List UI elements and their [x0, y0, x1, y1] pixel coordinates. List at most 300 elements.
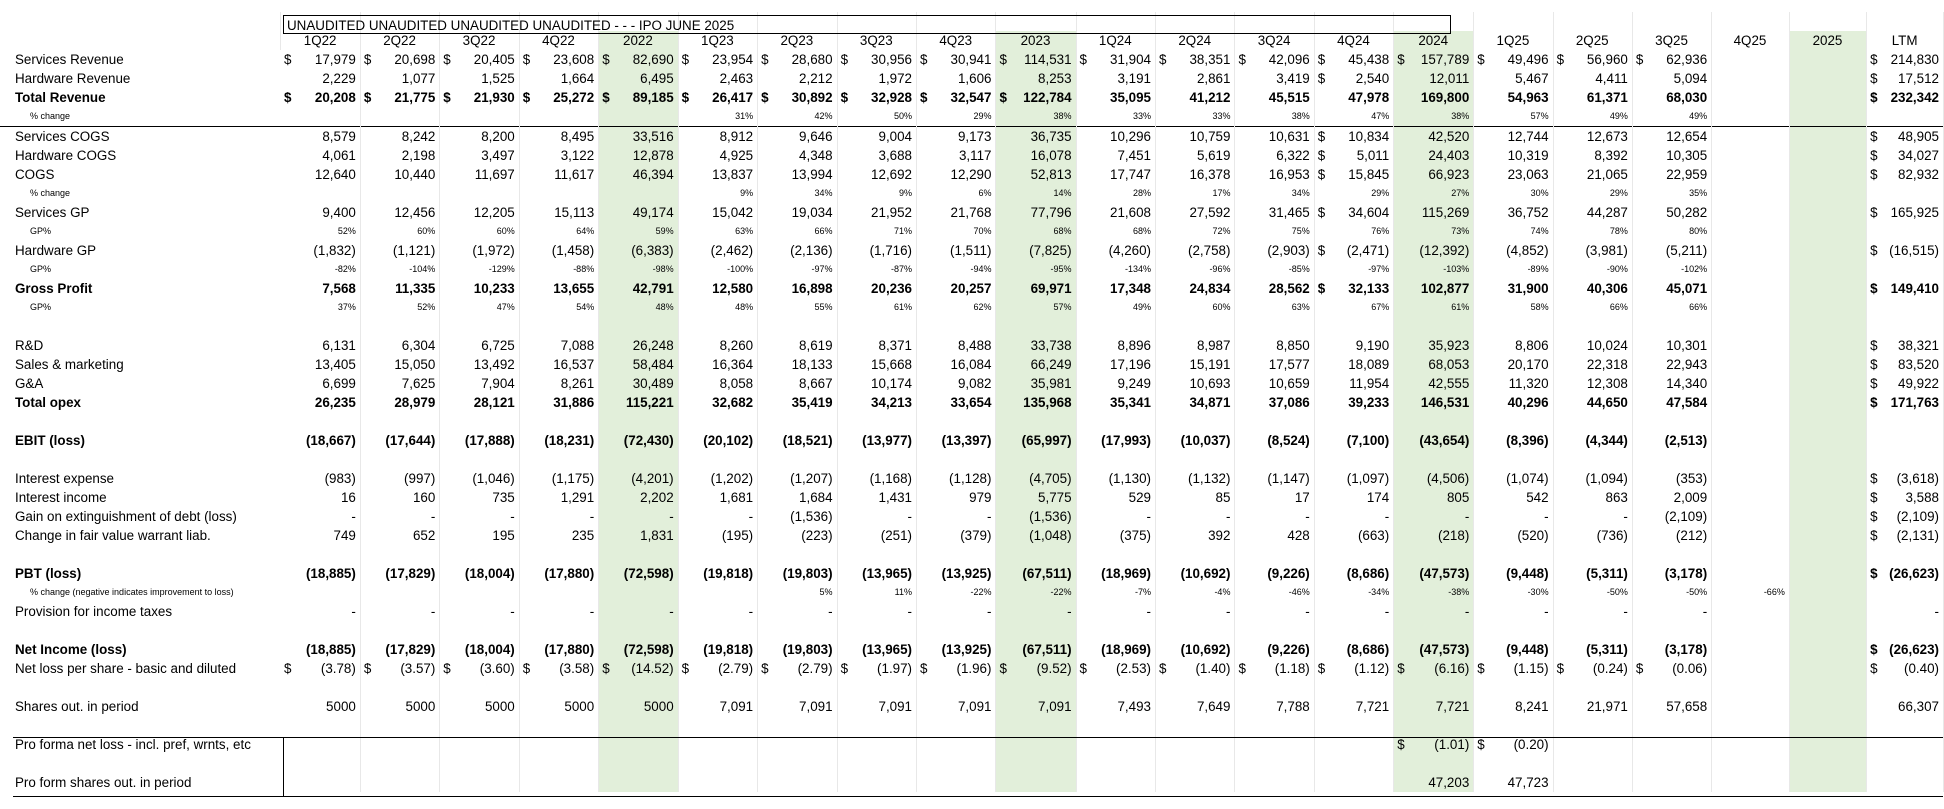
- table-cell[interactable]: [519, 412, 598, 431]
- table-cell[interactable]: 8,261: [519, 374, 598, 393]
- table-cell[interactable]: [599, 621, 678, 640]
- table-cell[interactable]: 7,649: [1156, 697, 1235, 716]
- table-cell[interactable]: 23,063: [1474, 165, 1553, 184]
- table-cell[interactable]: [1867, 317, 1944, 336]
- table-cell[interactable]: [1789, 279, 1866, 298]
- column-header[interactable]: 1Q25: [1474, 31, 1553, 50]
- table-cell[interactable]: $ 5,011: [1314, 146, 1393, 165]
- table-cell[interactable]: (13,977): [837, 431, 916, 450]
- table-cell[interactable]: $ 165,925: [1867, 203, 1944, 222]
- table-cell[interactable]: [440, 716, 519, 735]
- table-cell[interactable]: [837, 450, 916, 469]
- table-cell[interactable]: [1632, 545, 1711, 564]
- table-cell[interactable]: 74%: [1474, 222, 1553, 241]
- table-cell[interactable]: [1076, 621, 1155, 640]
- table-cell[interactable]: $ (3.60): [440, 659, 519, 678]
- column-header[interactable]: 4Q25: [1712, 31, 1790, 50]
- table-cell[interactable]: 8,242: [360, 127, 439, 147]
- table-cell[interactable]: 24,834: [1156, 279, 1235, 298]
- table-cell[interactable]: [440, 678, 519, 697]
- table-cell[interactable]: 49%: [1632, 107, 1711, 127]
- table-cell[interactable]: [678, 716, 757, 735]
- table-cell[interactable]: 33,654: [917, 393, 996, 412]
- table-cell[interactable]: (20,102): [678, 431, 757, 450]
- table-cell[interactable]: [1789, 659, 1866, 678]
- table-cell[interactable]: 17,348: [1076, 279, 1155, 298]
- table-cell[interactable]: 31,900: [1474, 279, 1553, 298]
- table-cell[interactable]: 52%: [281, 222, 360, 241]
- table-cell[interactable]: 17,577: [1235, 355, 1314, 374]
- table-cell[interactable]: 8,579: [281, 127, 360, 147]
- table-cell[interactable]: [360, 545, 439, 564]
- table-cell[interactable]: -88%: [519, 260, 598, 279]
- table-cell[interactable]: 49%: [1553, 107, 1632, 127]
- table-cell[interactable]: 12,673: [1553, 127, 1632, 147]
- row-label[interactable]: Sales & marketing: [15, 357, 124, 372]
- table-cell[interactable]: $ 2,540: [1314, 69, 1393, 88]
- table-cell[interactable]: 52%: [360, 298, 439, 317]
- table-cell[interactable]: 5000: [281, 697, 360, 716]
- table-cell[interactable]: 70%: [917, 222, 996, 241]
- table-cell[interactable]: 8,260: [678, 336, 757, 355]
- table-cell[interactable]: 7,451: [1076, 146, 1155, 165]
- table-cell[interactable]: [1314, 317, 1393, 336]
- table-cell[interactable]: 863: [1553, 488, 1632, 507]
- table-cell[interactable]: 805: [1394, 488, 1474, 507]
- table-cell[interactable]: 9,249: [1076, 374, 1155, 393]
- row-label[interactable]: % change: [30, 111, 71, 121]
- table-cell[interactable]: 7,568: [281, 279, 360, 298]
- table-cell[interactable]: (8,396): [1474, 431, 1553, 450]
- table-cell[interactable]: 2,229: [281, 69, 360, 88]
- table-cell[interactable]: [440, 545, 519, 564]
- table-cell[interactable]: (983): [281, 469, 360, 488]
- table-cell[interactable]: [1235, 621, 1314, 640]
- table-cell[interactable]: [281, 107, 360, 127]
- table-cell[interactable]: 1,606: [917, 69, 996, 88]
- table-cell[interactable]: [1867, 545, 1944, 564]
- table-cell[interactable]: [519, 621, 598, 640]
- table-cell[interactable]: [1712, 564, 1790, 583]
- table-cell[interactable]: [1235, 716, 1314, 735]
- table-cell[interactable]: 115,221: [599, 393, 678, 412]
- table-cell[interactable]: (17,829): [360, 564, 439, 583]
- table-cell[interactable]: [360, 450, 439, 469]
- table-cell[interactable]: 5000: [599, 697, 678, 716]
- table-cell[interactable]: 428: [1235, 526, 1314, 545]
- table-cell[interactable]: [837, 412, 916, 431]
- table-cell[interactable]: -96%: [1156, 260, 1235, 279]
- table-cell[interactable]: (2,758): [1156, 241, 1235, 260]
- table-cell[interactable]: (1,094): [1553, 469, 1632, 488]
- table-cell[interactable]: (3,981): [1553, 241, 1632, 260]
- table-cell[interactable]: [1789, 450, 1866, 469]
- table-cell[interactable]: $ 89,185: [599, 88, 678, 107]
- table-cell[interactable]: -97%: [758, 260, 837, 279]
- table-cell[interactable]: [1789, 640, 1866, 659]
- table-cell[interactable]: [1553, 412, 1632, 431]
- table-cell[interactable]: 3,122: [519, 146, 598, 165]
- table-cell[interactable]: (9,226): [1235, 640, 1314, 659]
- table-cell[interactable]: 31%: [678, 107, 757, 127]
- table-cell[interactable]: -: [1156, 602, 1235, 621]
- table-cell[interactable]: -: [1156, 507, 1235, 526]
- table-cell[interactable]: (2,513): [1632, 431, 1711, 450]
- table-cell[interactable]: $ 42,096: [1235, 50, 1314, 69]
- table-cell[interactable]: (1,046): [440, 469, 519, 488]
- table-cell[interactable]: 12,011: [1394, 69, 1474, 88]
- table-cell[interactable]: 8,850: [1235, 336, 1314, 355]
- table-cell[interactable]: 35,341: [1076, 393, 1155, 412]
- table-cell[interactable]: 1,077: [360, 69, 439, 88]
- table-cell[interactable]: 68,053: [1394, 355, 1474, 374]
- table-cell[interactable]: [1712, 146, 1790, 165]
- table-cell[interactable]: [1712, 393, 1790, 412]
- table-cell[interactable]: [1394, 450, 1474, 469]
- table-cell[interactable]: 8,241: [1474, 697, 1553, 716]
- table-cell[interactable]: (67,511): [996, 640, 1076, 659]
- table-cell[interactable]: $ (1.01): [1394, 735, 1474, 754]
- table-cell[interactable]: [1789, 298, 1866, 317]
- table-cell[interactable]: $ 171,763: [1867, 393, 1944, 412]
- table-cell[interactable]: 24,403: [1394, 146, 1474, 165]
- table-cell[interactable]: 28,979: [360, 393, 439, 412]
- table-cell[interactable]: 4,411: [1553, 69, 1632, 88]
- table-cell[interactable]: [1789, 564, 1866, 583]
- table-cell[interactable]: [360, 412, 439, 431]
- table-cell[interactable]: (1,074): [1474, 469, 1553, 488]
- table-cell[interactable]: 542: [1474, 488, 1553, 507]
- table-cell[interactable]: 4,348: [758, 146, 837, 165]
- table-cell[interactable]: (18,667): [281, 431, 360, 450]
- table-cell[interactable]: [440, 184, 519, 203]
- table-cell[interactable]: -95%: [996, 260, 1076, 279]
- table-cell[interactable]: $ 49,496: [1474, 50, 1553, 69]
- table-cell[interactable]: [281, 621, 360, 640]
- table-cell[interactable]: 652: [360, 526, 439, 545]
- row-label[interactable]: G&A: [15, 376, 44, 391]
- table-cell[interactable]: [1314, 412, 1393, 431]
- table-cell[interactable]: 50%: [837, 107, 916, 127]
- table-cell[interactable]: $ 48,905: [1867, 127, 1944, 147]
- table-cell[interactable]: [1076, 678, 1155, 697]
- table-cell[interactable]: (18,969): [1076, 564, 1155, 583]
- table-cell[interactable]: 749: [281, 526, 360, 545]
- table-cell[interactable]: [1789, 165, 1866, 184]
- table-cell[interactable]: [1789, 412, 1866, 431]
- table-cell[interactable]: [1867, 107, 1944, 127]
- table-cell[interactable]: [599, 317, 678, 336]
- table-cell[interactable]: [599, 107, 678, 127]
- table-cell[interactable]: 5,619: [1156, 146, 1235, 165]
- table-cell[interactable]: $ (9.52): [996, 659, 1076, 678]
- table-cell[interactable]: 38%: [1235, 107, 1314, 127]
- table-cell[interactable]: [678, 450, 757, 469]
- table-cell[interactable]: [917, 678, 996, 697]
- table-cell[interactable]: -: [1474, 507, 1553, 526]
- table-cell[interactable]: [1712, 336, 1790, 355]
- table-cell[interactable]: 16,537: [519, 355, 598, 374]
- row-label[interactable]: Hardware GP: [15, 243, 97, 258]
- table-cell[interactable]: 17: [1235, 488, 1314, 507]
- table-cell[interactable]: [1632, 678, 1711, 697]
- table-cell[interactable]: 10,319: [1474, 146, 1553, 165]
- table-cell[interactable]: 13,994: [758, 165, 837, 184]
- table-cell[interactable]: $ 30,941: [917, 50, 996, 69]
- table-cell[interactable]: -87%: [837, 260, 916, 279]
- table-cell[interactable]: 6,322: [1235, 146, 1314, 165]
- table-cell[interactable]: (13,397): [917, 431, 996, 450]
- table-cell[interactable]: [360, 107, 439, 127]
- table-cell[interactable]: 31,465: [1235, 203, 1314, 222]
- table-cell[interactable]: -: [1553, 602, 1632, 621]
- table-cell[interactable]: (1,202): [678, 469, 757, 488]
- table-cell[interactable]: [1712, 69, 1790, 88]
- table-cell[interactable]: [281, 583, 360, 602]
- table-cell[interactable]: $ 10,834: [1314, 127, 1393, 147]
- table-cell[interactable]: (5,211): [1632, 241, 1711, 260]
- table-cell[interactable]: $ (0.20): [1474, 735, 1553, 754]
- row-label[interactable]: Gain on extinguishment of debt (loss): [15, 509, 237, 524]
- row-label[interactable]: Pro form shares out. in period: [15, 775, 192, 790]
- table-cell[interactable]: 21,768: [917, 203, 996, 222]
- table-cell[interactable]: 30,489: [599, 374, 678, 393]
- table-cell[interactable]: $ (2,131): [1867, 526, 1944, 545]
- table-cell[interactable]: (72,598): [599, 564, 678, 583]
- column-header[interactable]: 3Q25: [1632, 31, 1711, 50]
- table-cell[interactable]: [1867, 678, 1944, 697]
- row-label[interactable]: % change (negative indicates improvement to loss): [30, 587, 234, 597]
- table-cell[interactable]: -94%: [917, 260, 996, 279]
- table-cell[interactable]: 10,305: [1632, 146, 1711, 165]
- table-cell[interactable]: (4,852): [1474, 241, 1553, 260]
- table-cell[interactable]: [1553, 621, 1632, 640]
- table-cell[interactable]: $ 83,520: [1867, 355, 1944, 374]
- table-cell[interactable]: 3,191: [1076, 69, 1155, 88]
- table-cell[interactable]: 41,212: [1156, 88, 1235, 107]
- table-cell[interactable]: -: [599, 602, 678, 621]
- table-cell[interactable]: 44,650: [1553, 393, 1632, 412]
- table-cell[interactable]: [1712, 450, 1790, 469]
- table-cell[interactable]: (17,993): [1076, 431, 1155, 450]
- table-cell[interactable]: 10,631: [1235, 127, 1314, 147]
- table-cell[interactable]: $ 49,922: [1867, 374, 1944, 393]
- table-cell[interactable]: 9,173: [917, 127, 996, 147]
- table-cell[interactable]: [917, 317, 996, 336]
- table-cell[interactable]: -: [360, 602, 439, 621]
- column-header[interactable]: 2024: [1394, 31, 1474, 50]
- table-cell[interactable]: 76%: [1314, 222, 1393, 241]
- table-cell[interactable]: 7,091: [837, 697, 916, 716]
- table-cell[interactable]: $ 17,512: [1867, 69, 1944, 88]
- table-cell[interactable]: $ 30,956: [837, 50, 916, 69]
- table-cell[interactable]: [281, 545, 360, 564]
- table-cell[interactable]: (4,705): [996, 469, 1076, 488]
- table-cell[interactable]: [1632, 621, 1711, 640]
- table-cell[interactable]: (1,716): [837, 241, 916, 260]
- table-cell[interactable]: [1789, 317, 1866, 336]
- table-cell[interactable]: [996, 412, 1076, 431]
- table-cell[interactable]: [1712, 469, 1790, 488]
- table-cell[interactable]: (18,521): [758, 431, 837, 450]
- table-cell[interactable]: [1867, 222, 1944, 241]
- table-cell[interactable]: 7,091: [996, 697, 1076, 716]
- table-cell[interactable]: 12,580: [678, 279, 757, 298]
- column-header[interactable]: 2023: [996, 31, 1076, 50]
- table-cell[interactable]: $ 20,698: [360, 50, 439, 69]
- table-cell[interactable]: $ (2,471): [1314, 241, 1393, 260]
- table-cell[interactable]: 47,723: [1474, 773, 1553, 792]
- table-cell[interactable]: 33%: [1156, 107, 1235, 127]
- table-cell[interactable]: 13,655: [519, 279, 598, 298]
- table-cell[interactable]: (663): [1314, 526, 1393, 545]
- table-cell[interactable]: [1712, 184, 1790, 203]
- table-cell[interactable]: [1553, 716, 1632, 735]
- table-cell[interactable]: 7,788: [1235, 697, 1314, 716]
- table-cell[interactable]: 10,659: [1235, 374, 1314, 393]
- table-cell[interactable]: 47%: [440, 298, 519, 317]
- table-cell[interactable]: 16,898: [758, 279, 837, 298]
- table-cell[interactable]: (17,880): [519, 640, 598, 659]
- table-cell[interactable]: [360, 678, 439, 697]
- row-label[interactable]: R&D: [15, 338, 44, 353]
- table-cell[interactable]: $ 23,954: [678, 50, 757, 69]
- table-cell[interactable]: 32,682: [678, 393, 757, 412]
- table-cell[interactable]: (2,136): [758, 241, 837, 260]
- row-label[interactable]: Gross Profit: [15, 281, 93, 296]
- row-label[interactable]: % change: [30, 188, 71, 198]
- table-cell[interactable]: [1789, 127, 1866, 147]
- table-cell[interactable]: -: [519, 507, 598, 526]
- table-cell[interactable]: 85: [1156, 488, 1235, 507]
- table-cell[interactable]: 7,721: [1394, 697, 1474, 716]
- table-cell[interactable]: $ (1.12): [1314, 659, 1393, 678]
- table-cell[interactable]: 8,912: [678, 127, 757, 147]
- table-cell[interactable]: 102,877: [1394, 279, 1474, 298]
- table-cell[interactable]: [837, 716, 916, 735]
- table-cell[interactable]: [1789, 50, 1866, 69]
- table-cell[interactable]: [1712, 488, 1790, 507]
- table-cell[interactable]: -129%: [440, 260, 519, 279]
- table-cell[interactable]: -30%: [1474, 583, 1553, 602]
- table-cell[interactable]: [1712, 659, 1790, 678]
- table-cell[interactable]: [360, 583, 439, 602]
- table-cell[interactable]: $ 25,272: [519, 88, 598, 107]
- table-cell[interactable]: 7,721: [1314, 697, 1393, 716]
- table-cell[interactable]: 6,304: [360, 336, 439, 355]
- table-cell[interactable]: -: [1394, 602, 1474, 621]
- table-cell[interactable]: $ (3.78): [281, 659, 360, 678]
- table-cell[interactable]: -: [1314, 602, 1393, 621]
- table-cell[interactable]: 8,253: [996, 69, 1076, 88]
- table-cell[interactable]: 8,806: [1474, 336, 1553, 355]
- table-cell[interactable]: 169,800: [1394, 88, 1474, 107]
- table-cell[interactable]: 5,775: [996, 488, 1076, 507]
- table-cell[interactable]: -89%: [1474, 260, 1553, 279]
- table-cell[interactable]: $ 232,342: [1867, 88, 1944, 107]
- table-cell[interactable]: -66%: [1712, 583, 1790, 602]
- table-cell[interactable]: -: [1474, 602, 1553, 621]
- table-cell[interactable]: 28,121: [440, 393, 519, 412]
- table-cell[interactable]: 8,619: [758, 336, 837, 355]
- table-cell[interactable]: 1,972: [837, 69, 916, 88]
- table-cell[interactable]: 15,050: [360, 355, 439, 374]
- table-cell[interactable]: 66%: [1632, 298, 1711, 317]
- table-cell[interactable]: [1712, 222, 1790, 241]
- table-cell[interactable]: 9,190: [1314, 336, 1393, 355]
- table-cell[interactable]: 47,978: [1314, 88, 1393, 107]
- table-cell[interactable]: [1394, 412, 1474, 431]
- row-label[interactable]: Total opex: [15, 395, 81, 410]
- table-cell[interactable]: 9,646: [758, 127, 837, 147]
- table-cell[interactable]: -: [1076, 507, 1155, 526]
- table-cell[interactable]: 1,664: [519, 69, 598, 88]
- table-cell[interactable]: [1789, 107, 1866, 127]
- table-cell[interactable]: -: [1235, 602, 1314, 621]
- table-cell[interactable]: (10,037): [1156, 431, 1235, 450]
- table-cell[interactable]: -: [837, 602, 916, 621]
- table-cell[interactable]: [1712, 602, 1790, 621]
- row-label[interactable]: [0, 678, 281, 697]
- table-cell[interactable]: 48%: [599, 298, 678, 317]
- table-cell[interactable]: [1235, 317, 1314, 336]
- table-cell[interactable]: [1156, 412, 1235, 431]
- table-cell[interactable]: [1712, 241, 1790, 260]
- table-cell[interactable]: [1712, 203, 1790, 222]
- table-cell[interactable]: 16,953: [1235, 165, 1314, 184]
- table-cell[interactable]: [1789, 222, 1866, 241]
- table-cell[interactable]: (520): [1474, 526, 1553, 545]
- table-cell[interactable]: [1474, 621, 1553, 640]
- table-cell[interactable]: [1156, 621, 1235, 640]
- table-cell[interactable]: -85%: [1235, 260, 1314, 279]
- table-cell[interactable]: $ 157,789: [1394, 50, 1474, 69]
- table-cell[interactable]: 33,738: [996, 336, 1076, 355]
- table-cell[interactable]: -: [678, 602, 757, 621]
- row-label[interactable]: Services Revenue: [15, 52, 124, 67]
- table-cell[interactable]: 29%: [1553, 184, 1632, 203]
- table-cell[interactable]: (1,097): [1314, 469, 1393, 488]
- table-cell[interactable]: 11%: [837, 583, 916, 602]
- table-cell[interactable]: 8,371: [837, 336, 916, 355]
- column-header[interactable]: 3Q22: [440, 31, 519, 50]
- table-cell[interactable]: 15,113: [519, 203, 598, 222]
- table-cell[interactable]: 38%: [1394, 107, 1474, 127]
- table-cell[interactable]: (4,201): [599, 469, 678, 488]
- table-cell[interactable]: 10,024: [1553, 336, 1632, 355]
- table-cell[interactable]: [1076, 317, 1155, 336]
- table-cell[interactable]: [519, 317, 598, 336]
- table-cell[interactable]: [1314, 678, 1393, 697]
- table-cell[interactable]: 15,191: [1156, 355, 1235, 374]
- table-cell[interactable]: (1,832): [281, 241, 360, 260]
- table-cell[interactable]: [599, 583, 678, 602]
- table-cell[interactable]: 10,440: [360, 165, 439, 184]
- table-cell[interactable]: [519, 107, 598, 127]
- table-cell[interactable]: -: [360, 507, 439, 526]
- table-cell[interactable]: 8,495: [519, 127, 598, 147]
- table-cell[interactable]: (18,885): [281, 640, 360, 659]
- table-cell[interactable]: (1,972): [440, 241, 519, 260]
- table-cell[interactable]: [996, 716, 1076, 735]
- table-cell[interactable]: 22,943: [1632, 355, 1711, 374]
- table-cell[interactable]: [440, 450, 519, 469]
- table-cell[interactable]: [1474, 545, 1553, 564]
- table-cell[interactable]: -: [1867, 602, 1944, 621]
- table-cell[interactable]: 66%: [1553, 298, 1632, 317]
- table-cell[interactable]: 1,684: [758, 488, 837, 507]
- table-cell[interactable]: 8,200: [440, 127, 519, 147]
